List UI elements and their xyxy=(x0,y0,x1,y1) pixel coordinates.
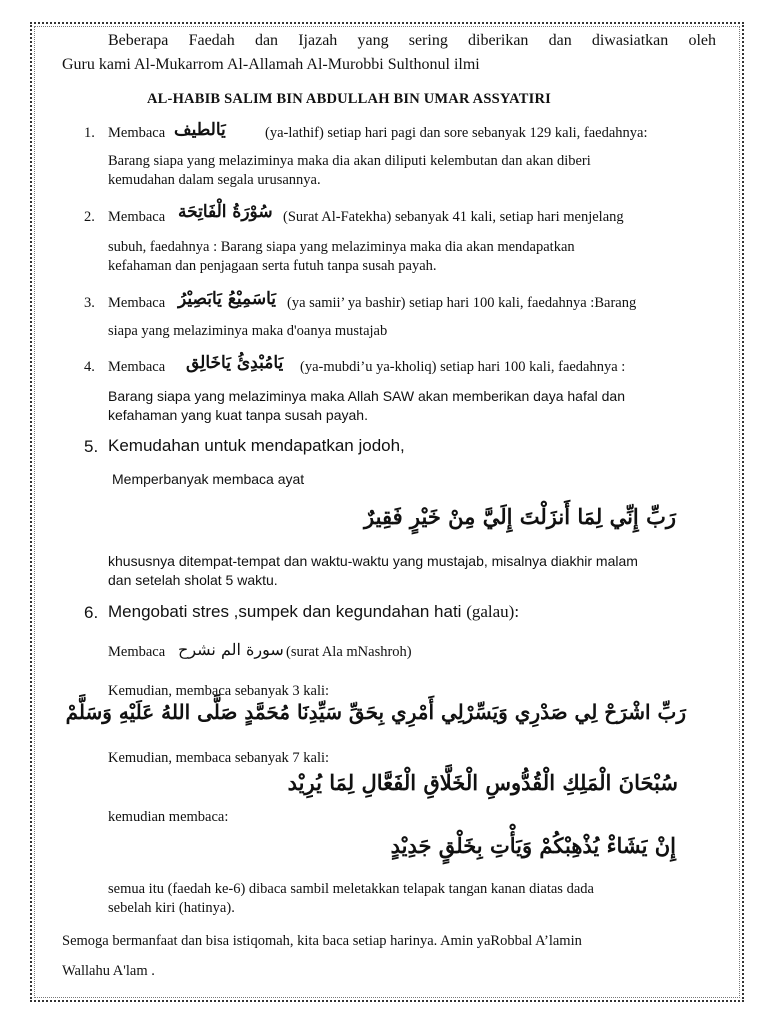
intro-line-2: Guru kami Al-Mukarrom Al-Allamah Al-Murobbi Sulthonul ilmi xyxy=(62,56,480,73)
item-3-pre: Membaca xyxy=(108,295,166,311)
item-5-sub: Memperbanyak membaca ayat xyxy=(112,471,305,487)
item-6-heading-a: Mengobati stres ,sumpek dan kegundahan hati xyxy=(108,602,462,621)
item-6-heading-b: (galau): xyxy=(466,602,520,621)
item-5-number: 5. xyxy=(84,437,99,456)
item-6-step-3: kemudian membaca: xyxy=(108,809,229,825)
item-6-number: 6. xyxy=(84,603,99,622)
item-6-heading xyxy=(108,603,519,621)
item-1-number: 1. xyxy=(84,125,95,141)
item-2-number: 2. xyxy=(84,209,95,225)
item-6-arabic-surah: سورة الم نشرح xyxy=(178,640,284,659)
item-1-desc-1: Barang siapa yang melaziminya maka dia akan diliputi kelembutan dan akan diberi xyxy=(108,153,591,169)
item-1-desc-2: kemudahan dalam segala urusannya. xyxy=(108,172,321,188)
item-3-number: 3. xyxy=(84,295,95,311)
item-6-step-1: Kemudian, membaca sebanyak 3 kali: xyxy=(108,683,330,699)
item-6-step-2: Kemudian, membaca sebanyak 7 kali: xyxy=(108,750,330,766)
item-2-pre: Membaca xyxy=(108,209,166,225)
item-1-arabic: يَالطيف xyxy=(174,120,226,140)
item-5-arabic-verse: رَبِّ إِنِّي لِمَا أَنزَلْتَ إِلَيَّ مِنْ خَيْرٍ فَقِيرٌ xyxy=(364,504,676,529)
item-2-arabic: سُوْرَةُ الْفَاتِحَة xyxy=(178,202,273,222)
item-3-arabic: يَاسَمِيْعُ يَابَصِيْرُ xyxy=(178,289,276,309)
item-5-desc-2: dan setelah sholat 5 waktu. xyxy=(108,572,278,588)
closing-text: Semoga bermanfaat dan bisa istiqomah, kita baca setiap harinya. Amin yaRobbal A’lamin xyxy=(62,933,582,949)
item-2-desc-1: subuh, faedahnya : Barang siapa yang melaziminya maka dia akan mendapatkan xyxy=(108,239,575,255)
item-6-desc-1: semua itu (faedah ke-6) dibaca sambil meletakkan telapak tangan kanan diatas dada xyxy=(108,881,594,897)
item-6-desc-2: sebelah kiri (hatinya). xyxy=(108,900,235,916)
item-6-post: (surat Ala mNashroh) xyxy=(286,644,412,660)
item-4-post: (ya-mubdi’u ya-kholiq) setiap hari 100 kali, faedahnya : xyxy=(300,359,626,375)
intro-line-1: Beberapa Faedah dan Ijazah yang sering diberikan dan diwasiatkan oleh xyxy=(108,32,716,49)
item-1-pre: Membaca xyxy=(108,125,166,141)
item-6-pre: Membaca xyxy=(108,644,166,660)
item-1-post: (ya-lathif) setiap hari pagi dan sore sebanyak 129 kali, faedahnya: xyxy=(265,125,648,141)
item-4-pre: Membaca xyxy=(108,359,166,375)
item-4-arabic: يَامُبْدِئُ يَاخَالِق xyxy=(186,353,284,373)
item-4-number: 4. xyxy=(84,359,95,375)
item-4-desc-2: kefahaman yang kuat tanpa susah payah. xyxy=(108,407,368,423)
item-3-post: (ya samii’ ya bashir) setiap hari 100 kali, faedahnya :Barang xyxy=(287,295,637,311)
signoff-text: Wallahu A'lam . xyxy=(62,963,155,979)
page-title: AL-HABIB SALIM BIN ABDULLAH BIN UMAR ASSYATIRI xyxy=(147,91,552,107)
item-6-arabic-3: إِنْ يَشَاءْ يُذْهِبْكُمْ وَيَأْتِ بِخَلْقٍ جَدِيْدٍ xyxy=(390,833,676,858)
item-5-heading: Kemudahan untuk mendapatkan jodoh, xyxy=(108,436,405,455)
item-4-desc-1: Barang siapa yang melaziminya maka Allah SAW akan memberikan daya hafal dan xyxy=(108,388,625,404)
item-6-arabic-2: سُبْحَانَ الْمَلِكِ الْقُدُّوسِ الْخَلَّاقِ الْفَعَّالِ لِمَا يُرِيْد xyxy=(287,770,678,795)
item-5-desc-1: khususnya ditempat-tempat dan waktu-waktu yang mustajab, misalnya diakhir malam xyxy=(108,553,638,569)
item-3-desc-1: siapa yang melaziminya maka d'oanya mustajab xyxy=(108,323,388,339)
item-2-desc-2: kefahaman dan penjagaan serta futuh tanpa susah payah. xyxy=(108,258,437,274)
item-6-arabic-1: رَبِّ اشْرَحْ لِي صَدْرِي وَيَسِّرْلِي أَمْرِي بِحَقِّ سَيِّدِنَا مُحَمَّدٍ صَلَّى اللهُ عَلَيْهِ وَسَلَّمْ xyxy=(65,700,686,724)
item-2-post: (Surat Al-Fatekha) sebanyak 41 kali, setiap hari menjelang xyxy=(283,209,624,225)
